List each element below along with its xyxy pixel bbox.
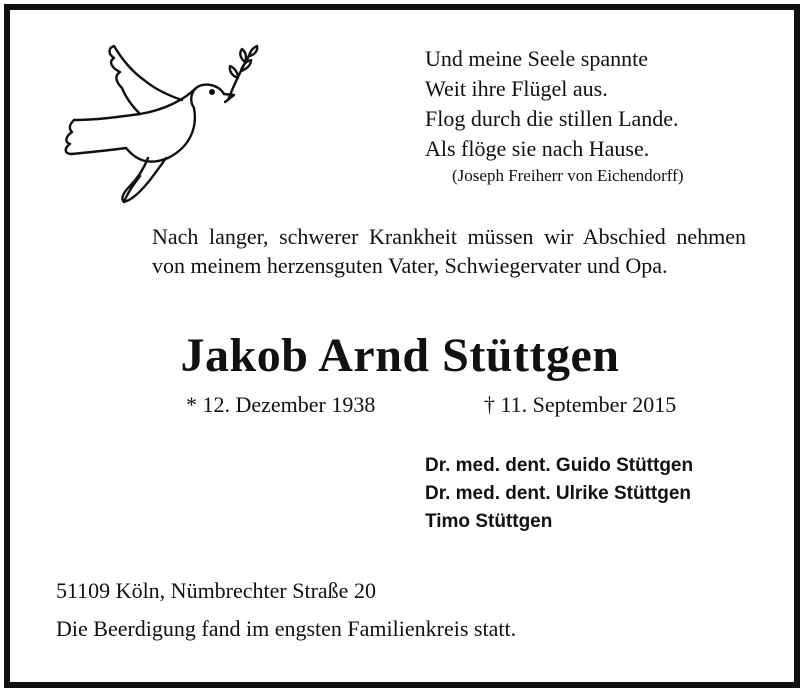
- mourner-name: Dr. med. dent. Guido Stüttgen: [425, 455, 694, 476]
- poem-author: (Joseph Freiherr von Eichendorff): [452, 166, 684, 185]
- death-date: † 11. September 2015: [484, 392, 677, 417]
- poem-line: Und meine Seele spannte: [425, 46, 648, 71]
- address: 51109 Köln, Nümbrechter Straße 20: [56, 578, 376, 603]
- poem-line: Flog durch die stillen Lande.: [425, 106, 679, 131]
- poem: [425, 44, 755, 164]
- deceased-name: Jakob Arnd Stüttgen: [180, 329, 620, 382]
- mourner-name: Timo Stüttgen: [425, 511, 553, 532]
- intro-text: Nach langer, schwerer Krankheit müssen wir Abschied nehmen von meinem herzensguten Vater, Schwiegervater und Opa.: [152, 224, 746, 278]
- dove-with-olive-branch-icon: [52, 40, 277, 210]
- funeral-note: Die Beerdigung fand im engsten Familienkreis statt.: [56, 616, 517, 641]
- mourner-name: Dr. med. dent. Ulrike Stüttgen: [425, 483, 692, 504]
- poem-line: Weit ihre Flügel aus.: [425, 76, 608, 101]
- poem-line: Als flöge sie nach Hause.: [425, 136, 650, 161]
- birth-date: * 12. Dezember 1938: [186, 392, 376, 417]
- mourners-list: [425, 452, 693, 536]
